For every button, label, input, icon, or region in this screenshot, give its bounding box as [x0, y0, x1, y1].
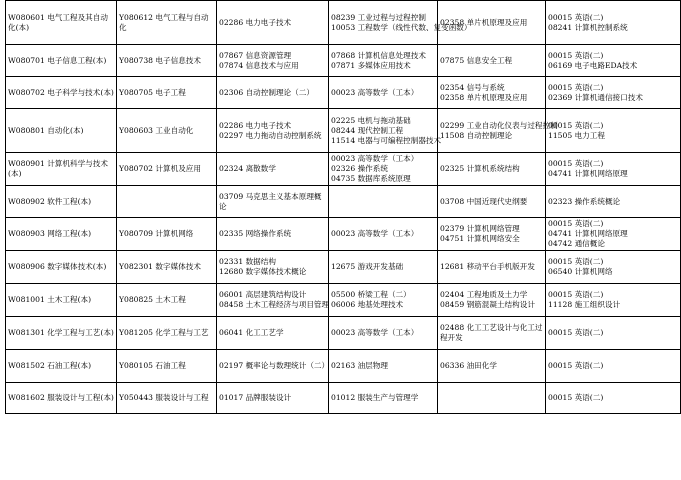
cell-text: 08459 钢筋混凝土结构设计 — [440, 300, 535, 309]
table-cell — [117, 383, 217, 414]
cell-text: 04751 计算机网络安全 — [440, 234, 520, 243]
cell-text: Y080709 计算机网络 — [119, 229, 194, 238]
table-row — [6, 317, 681, 350]
table-cell — [329, 153, 438, 186]
cell-text: W080901 计算机科学与技术(本) — [8, 159, 108, 178]
cell-text: 05500 桥梁工程（二） — [331, 290, 411, 299]
cell-text: 12675 游戏开发基础 — [331, 262, 404, 271]
cell-text: 02358 单片机原理及应用 — [440, 17, 528, 27]
table-cell — [438, 383, 546, 414]
course-table-sheet — [5, 0, 680, 414]
cell-text: Y080612 电气工程与自动化 — [119, 12, 209, 32]
cell-text: W080903 网络工程(本) — [8, 229, 92, 238]
table-cell — [329, 317, 438, 350]
cell-text: 03708 中国近现代史纲要 — [440, 196, 528, 206]
cell-text: 00015 英语(二) — [548, 82, 604, 92]
cell-text: 06006 地基处理技术 — [331, 300, 404, 309]
table-cell — [329, 284, 438, 317]
table-cell — [438, 350, 546, 383]
table-cell — [6, 45, 117, 77]
table-cell — [546, 218, 681, 251]
table-cell — [217, 77, 329, 109]
table-cell — [6, 383, 117, 414]
table-cell — [329, 186, 438, 218]
table-cell — [546, 109, 681, 153]
table-cell — [546, 153, 681, 186]
cell-text: 12681 移动平台手机版开发 — [440, 262, 535, 271]
table-cell — [546, 186, 681, 218]
cell-text: 00015 英语(二) — [548, 120, 604, 130]
table-row — [6, 383, 681, 414]
cell-text: 02379 计算机网络管理 — [440, 224, 520, 233]
cell-text: 04741 计算机网络原理 — [548, 229, 628, 238]
cell-text: 02358 单片机原理及应用 — [440, 92, 528, 102]
cell-text: Y080705 电子工程 — [119, 87, 186, 97]
table-cell — [546, 251, 681, 284]
table-cell — [6, 317, 117, 350]
cell-text: 04741 计算机网络原理 — [548, 169, 628, 178]
table-cell — [438, 317, 546, 350]
table-cell — [438, 251, 546, 284]
cell-text: 00015 英语(二) — [548, 12, 604, 22]
cell-text: 11128 施工组织设计 — [548, 300, 621, 309]
table-cell — [217, 218, 329, 251]
cell-text: 02323 操作系统概论 — [548, 196, 621, 206]
cell-text: 02286 电力电子技术 — [219, 17, 292, 27]
table-cell — [438, 45, 546, 77]
table-cell — [329, 1, 472, 45]
table-row — [6, 284, 681, 317]
table-cell — [546, 77, 681, 109]
cell-text: 11514 电器与可编程控制器技术 — [331, 135, 442, 145]
cell-text: 07874 信息技术与应用 — [219, 60, 299, 70]
course-table-body — [6, 1, 681, 414]
table-cell — [329, 45, 438, 77]
table-cell — [6, 153, 117, 186]
cell-text: W081502 石油工程(本) — [8, 361, 92, 370]
table-row — [6, 45, 681, 77]
table-cell — [217, 153, 329, 186]
cell-text: Y080702 计算机及应用 — [119, 164, 201, 173]
cell-text: 02299 工业自动化仪表与过程控制 — [440, 120, 558, 130]
cell-text: 00023 高等数学（工本） — [331, 87, 419, 97]
table-cell — [438, 77, 546, 109]
cell-text: W081602 服装设计与工程(本) — [8, 393, 114, 402]
cell-text: 04735 数据库系统原理 — [331, 174, 411, 183]
table-cell — [117, 77, 217, 109]
cell-text: Y080825 土木工程 — [119, 295, 186, 304]
table-cell — [117, 350, 217, 383]
table-cell — [329, 218, 438, 251]
table-cell — [329, 109, 442, 153]
table-cell — [438, 153, 546, 186]
table-cell — [217, 109, 329, 153]
cell-text: 07868 计算机信息处理技术 — [331, 50, 426, 60]
cell-text: 06540 计算机网络 — [548, 267, 613, 276]
cell-text: W081301 化学工程与工艺(本) — [8, 328, 114, 337]
table-cell — [329, 77, 438, 109]
table-cell — [329, 383, 438, 414]
table-cell — [546, 350, 681, 383]
table-cell — [438, 1, 546, 45]
cell-text: 11508 自动控制理论 — [440, 130, 513, 140]
cell-text: 02404 工程地质及土力学 — [440, 290, 528, 299]
table-cell — [117, 153, 217, 186]
table-cell — [6, 284, 117, 317]
cell-text: W080902 软件工程(本) — [8, 196, 92, 206]
cell-text: 02306 自动控制理论（二） — [219, 87, 314, 97]
table-cell — [217, 350, 329, 383]
cell-text: 02225 电机与拖动基础 — [331, 115, 411, 125]
cell-text: 00023 高等数学（工本） — [331, 328, 419, 337]
course-table — [5, 0, 681, 414]
cell-text: Y080105 石油工程 — [119, 361, 186, 370]
cell-text: Y082301 数字媒体技术 — [119, 262, 201, 271]
cell-text: Y080603 工业自动化 — [119, 125, 194, 135]
table-row — [6, 153, 681, 186]
cell-text: 08458 土木工程经济与项目管理 — [219, 300, 330, 309]
table-cell — [546, 317, 681, 350]
table-cell — [117, 1, 217, 45]
cell-text: 10053 工程数学（线性代数、复变函数） — [331, 22, 472, 32]
cell-text: 06041 化工工艺学 — [219, 328, 284, 337]
cell-text: W080601 电气工程及其自动化(本) — [8, 12, 108, 32]
table-cell — [6, 186, 117, 218]
cell-text: 00023 高等数学（工本） — [331, 229, 419, 238]
cell-text: 02286 电力电子技术 — [219, 120, 292, 130]
table-cell — [217, 251, 329, 284]
cell-text: 00015 英语(二) — [548, 328, 604, 337]
cell-text: 06001 高层建筑结构设计 — [219, 290, 307, 299]
cell-text: W080801 自动化(本) — [8, 125, 84, 135]
cell-text: 02488 化工工艺设计与化工过程开发 — [440, 323, 543, 342]
cell-text: 04742 通信概论 — [548, 239, 605, 248]
cell-text: 00015 英语(二) — [548, 361, 604, 370]
cell-text: W080702 电子科学与技术(本) — [8, 87, 114, 97]
table-cell — [6, 109, 117, 153]
cell-text: 07867 信息资源管理 — [219, 50, 292, 60]
cell-text: 08244 现代控制工程 — [331, 125, 404, 135]
cell-text: 01017 品牌服装设计 — [219, 393, 292, 402]
cell-text: 11505 电力工程 — [548, 130, 605, 140]
cell-text: 02369 计算机通信接口技术 — [548, 92, 643, 102]
table-cell — [117, 251, 217, 284]
table-cell — [217, 186, 329, 218]
table-cell — [6, 350, 117, 383]
cell-text: 06336 油田化学 — [440, 361, 497, 370]
table-cell — [546, 45, 681, 77]
table-cell — [546, 284, 681, 317]
cell-text: 00015 英语(二) — [548, 290, 604, 299]
cell-text: 08241 计算机控制系统 — [548, 22, 628, 32]
table-cell — [117, 186, 217, 218]
cell-text: 00015 英语(二) — [548, 159, 604, 168]
cell-text: 02326 操作系统 — [331, 164, 388, 173]
table-cell — [117, 45, 217, 77]
cell-text: 02297 电力拖动自动控制系统 — [219, 130, 322, 140]
cell-text: 00015 英语(二) — [548, 257, 604, 266]
table-cell — [117, 284, 217, 317]
table-cell — [117, 317, 217, 350]
table-cell — [438, 284, 546, 317]
cell-text: 00023 高等数学（工本） — [331, 154, 419, 163]
cell-text: 08239 工业过程与过程控制 — [331, 12, 426, 22]
table-cell — [117, 109, 217, 153]
table-cell — [217, 383, 329, 414]
cell-text: 03709 马克思主义基本原理概论 — [219, 191, 322, 211]
table-row — [6, 77, 681, 109]
table-cell — [6, 218, 117, 251]
cell-text: 00015 英语(二) — [548, 219, 604, 228]
cell-text: 02335 网络操作系统 — [219, 229, 292, 238]
table-cell — [438, 186, 546, 218]
cell-text: 00015 英语(二) — [548, 393, 604, 402]
table-row — [6, 218, 681, 251]
cell-text: 12680 数字媒体技术概论 — [219, 267, 307, 276]
table-cell — [329, 251, 438, 284]
table-row — [6, 186, 681, 218]
table-cell — [6, 1, 117, 45]
table-cell — [546, 1, 681, 45]
cell-text: 02197 概率论与数理统计（二） — [219, 361, 330, 370]
cell-text: 02163 油层物理 — [331, 361, 388, 370]
table-cell — [329, 350, 438, 383]
table-cell — [6, 77, 117, 109]
table-cell — [217, 317, 329, 350]
cell-text: 07875 信息安全工程 — [440, 55, 513, 65]
table-cell — [438, 218, 546, 251]
table-cell — [217, 1, 329, 45]
cell-text: 02325 计算机系统结构 — [440, 164, 520, 173]
cell-text: Y050443 服装设计与工程 — [119, 393, 209, 402]
table-cell — [217, 284, 329, 317]
table-cell — [438, 109, 558, 153]
cell-text: 02331 数据结构 — [219, 257, 276, 266]
table-cell — [546, 383, 681, 414]
cell-text: 02354 信号与系统 — [440, 82, 505, 92]
table-row — [6, 251, 681, 284]
table-cell — [117, 218, 217, 251]
cell-text: Y081205 化学工程与工艺 — [119, 328, 209, 337]
cell-text: Y080738 电子信息技术 — [119, 55, 201, 65]
cell-text: 07871 多媒体应用技术 — [331, 60, 411, 70]
cell-text: 00015 英语(二) — [548, 50, 604, 60]
cell-text: W080906 数字媒体技术(本) — [8, 262, 107, 271]
table-cell — [217, 45, 329, 77]
table-row — [6, 1, 681, 45]
cell-text: 01012 服装生产与管理学 — [331, 393, 419, 402]
cell-text: W080701 电子信息工程(本) — [8, 55, 107, 65]
cell-text: W081001 土木工程(本) — [8, 295, 92, 304]
cell-text: 06169 电子电路EDA技术 — [548, 60, 638, 70]
table-row — [6, 350, 681, 383]
table-row — [6, 109, 681, 153]
cell-text: 02324 离散数学 — [219, 164, 276, 173]
table-cell — [6, 251, 117, 284]
